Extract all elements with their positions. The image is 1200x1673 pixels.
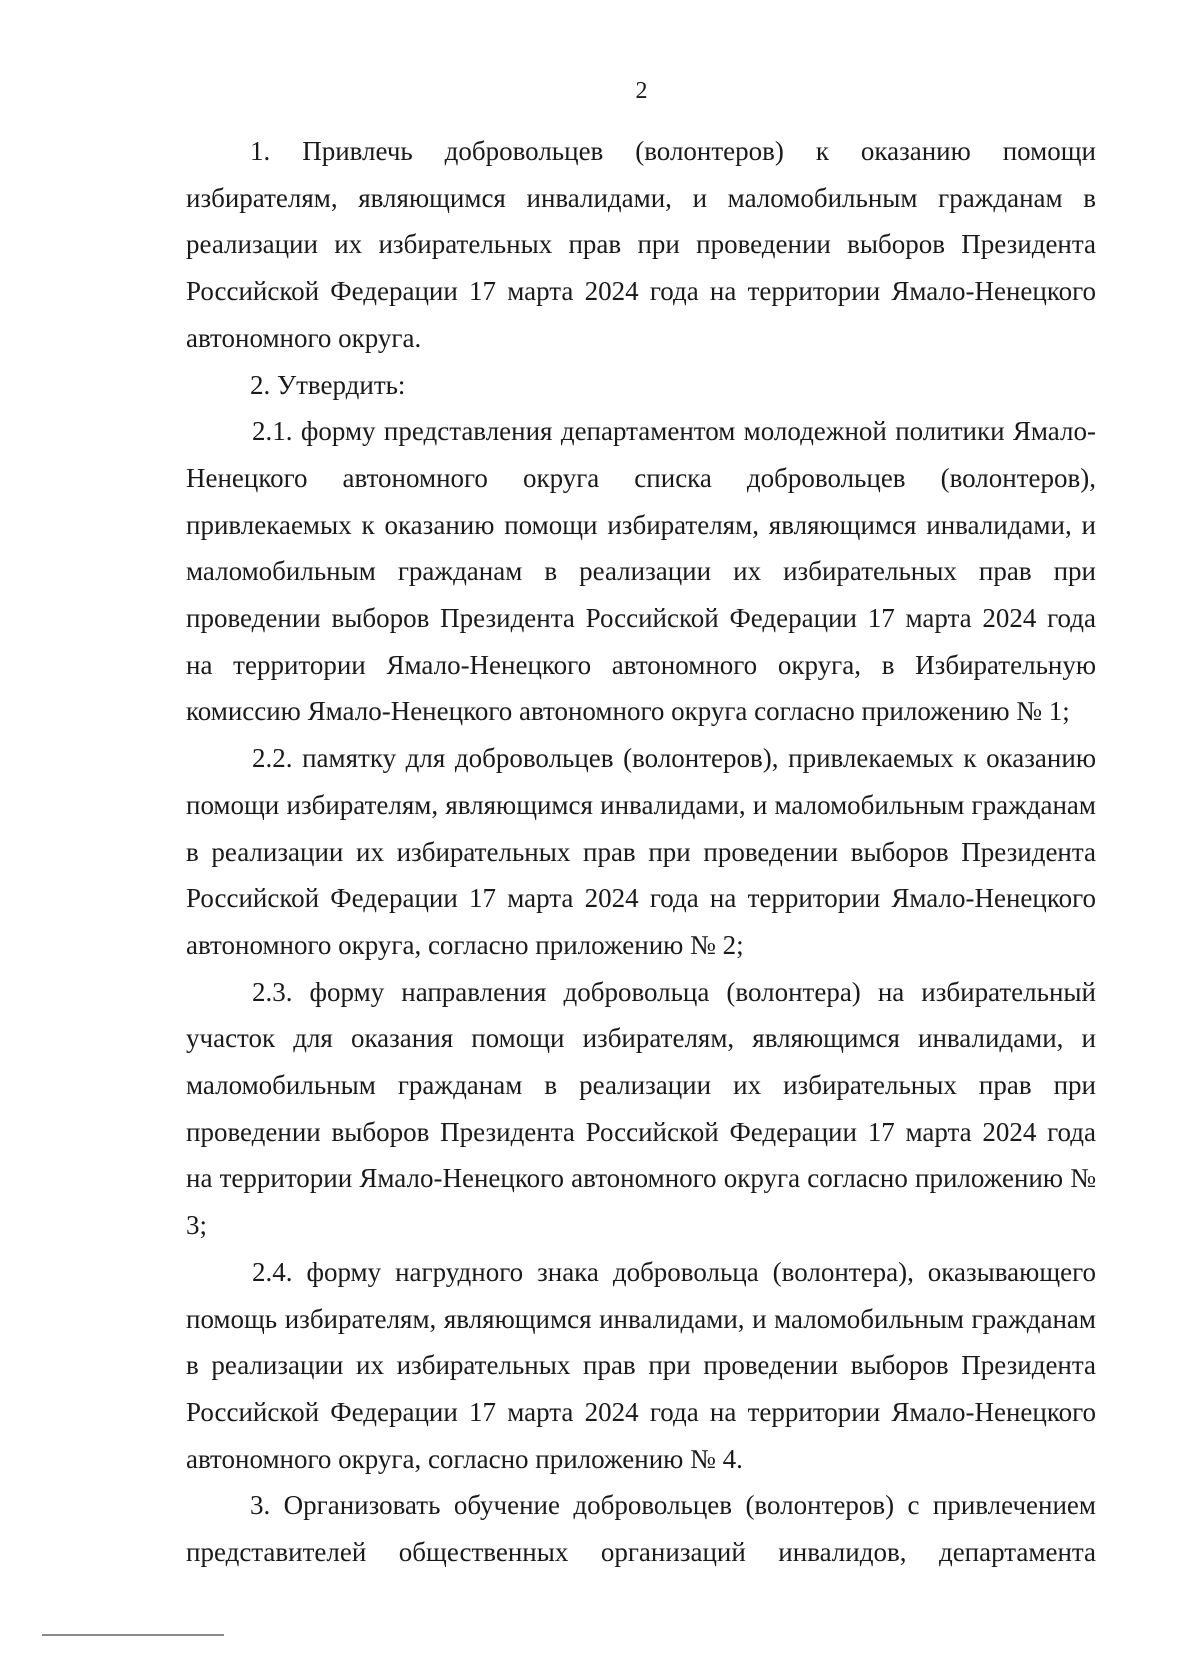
paragraph-2: 2. Утвердить: bbox=[250, 369, 406, 400]
paragraph-2-3: 2.3. форму направления добровольца (волонтера) на избирательный участок для оказания помощи избирателям, являющимся инвалидами, и маломобильным гражданам в реализации их избирательных прав при проведении выборов Президента Российской Федерации 17 марта 2024 года на территории Ямало-Ненецкого автономного округа согласно приложению № 3; bbox=[186, 976, 1096, 1241]
paragraph-2-1: 2.1. форму представления департаментом молодежной политики Ямало-Ненецкого автономного округа списка добровольцев (волонтеров), привлекаемых к оказанию помощи избирателям, являющимся инвалидами, и маломобильным гражданам в реализации их избирательных прав при проведении выборов Президента Российской Федерации 17 марта 2024 года на территории Ямало-Ненецкого автономного округа, в Избирательную комиссию Ямало-Ненецкого автономного округа согласно приложению № 1; bbox=[186, 416, 1096, 727]
paragraph-2-4: 2.4. форму нагрудного знака добровольца (волонтера), оказывающего помощь избирателям, являющимся инвалидами, и маломобильным гражданам в реализации их избирательных прав при проведении выборов Президента Российской Федерации 17 марта 2024 года на территории Ямало-Ненецкого автономного округа, согласно приложению № 4. bbox=[186, 1256, 1096, 1474]
paragraph-3: 3. Организовать обучение добровольцев (волонтеров) с привлечением представителей общественных организаций инвалидов, департамента bbox=[186, 1490, 1096, 1568]
footer-rule bbox=[42, 1634, 224, 1636]
paragraph-2-2: 2.2. памятку для добровольцев (волонтеров), привлекаемых к оказанию помощи избирателям, являющимся инвалидами, и маломобильным гражданам в реализации их избирательных прав при проведении выборов Президента Российской Федерации 17 марта 2024 года на территории Ямало-Ненецкого автономного округа, согласно приложению № 2; bbox=[186, 743, 1096, 960]
paragraph-1: 1. Привлечь добровольцев (волонтеров) к оказанию помощи избирателям, являющимся инвалидами, и маломобильным гражданам в реализации их избирательных прав при проведении выборов Президента Российской Федерации 17 марта 2024 года на территории Ямало-Ненецкого автономного округа. bbox=[186, 136, 1096, 353]
page-number: 2 bbox=[635, 78, 648, 104]
document-body bbox=[186, 128, 1096, 1576]
